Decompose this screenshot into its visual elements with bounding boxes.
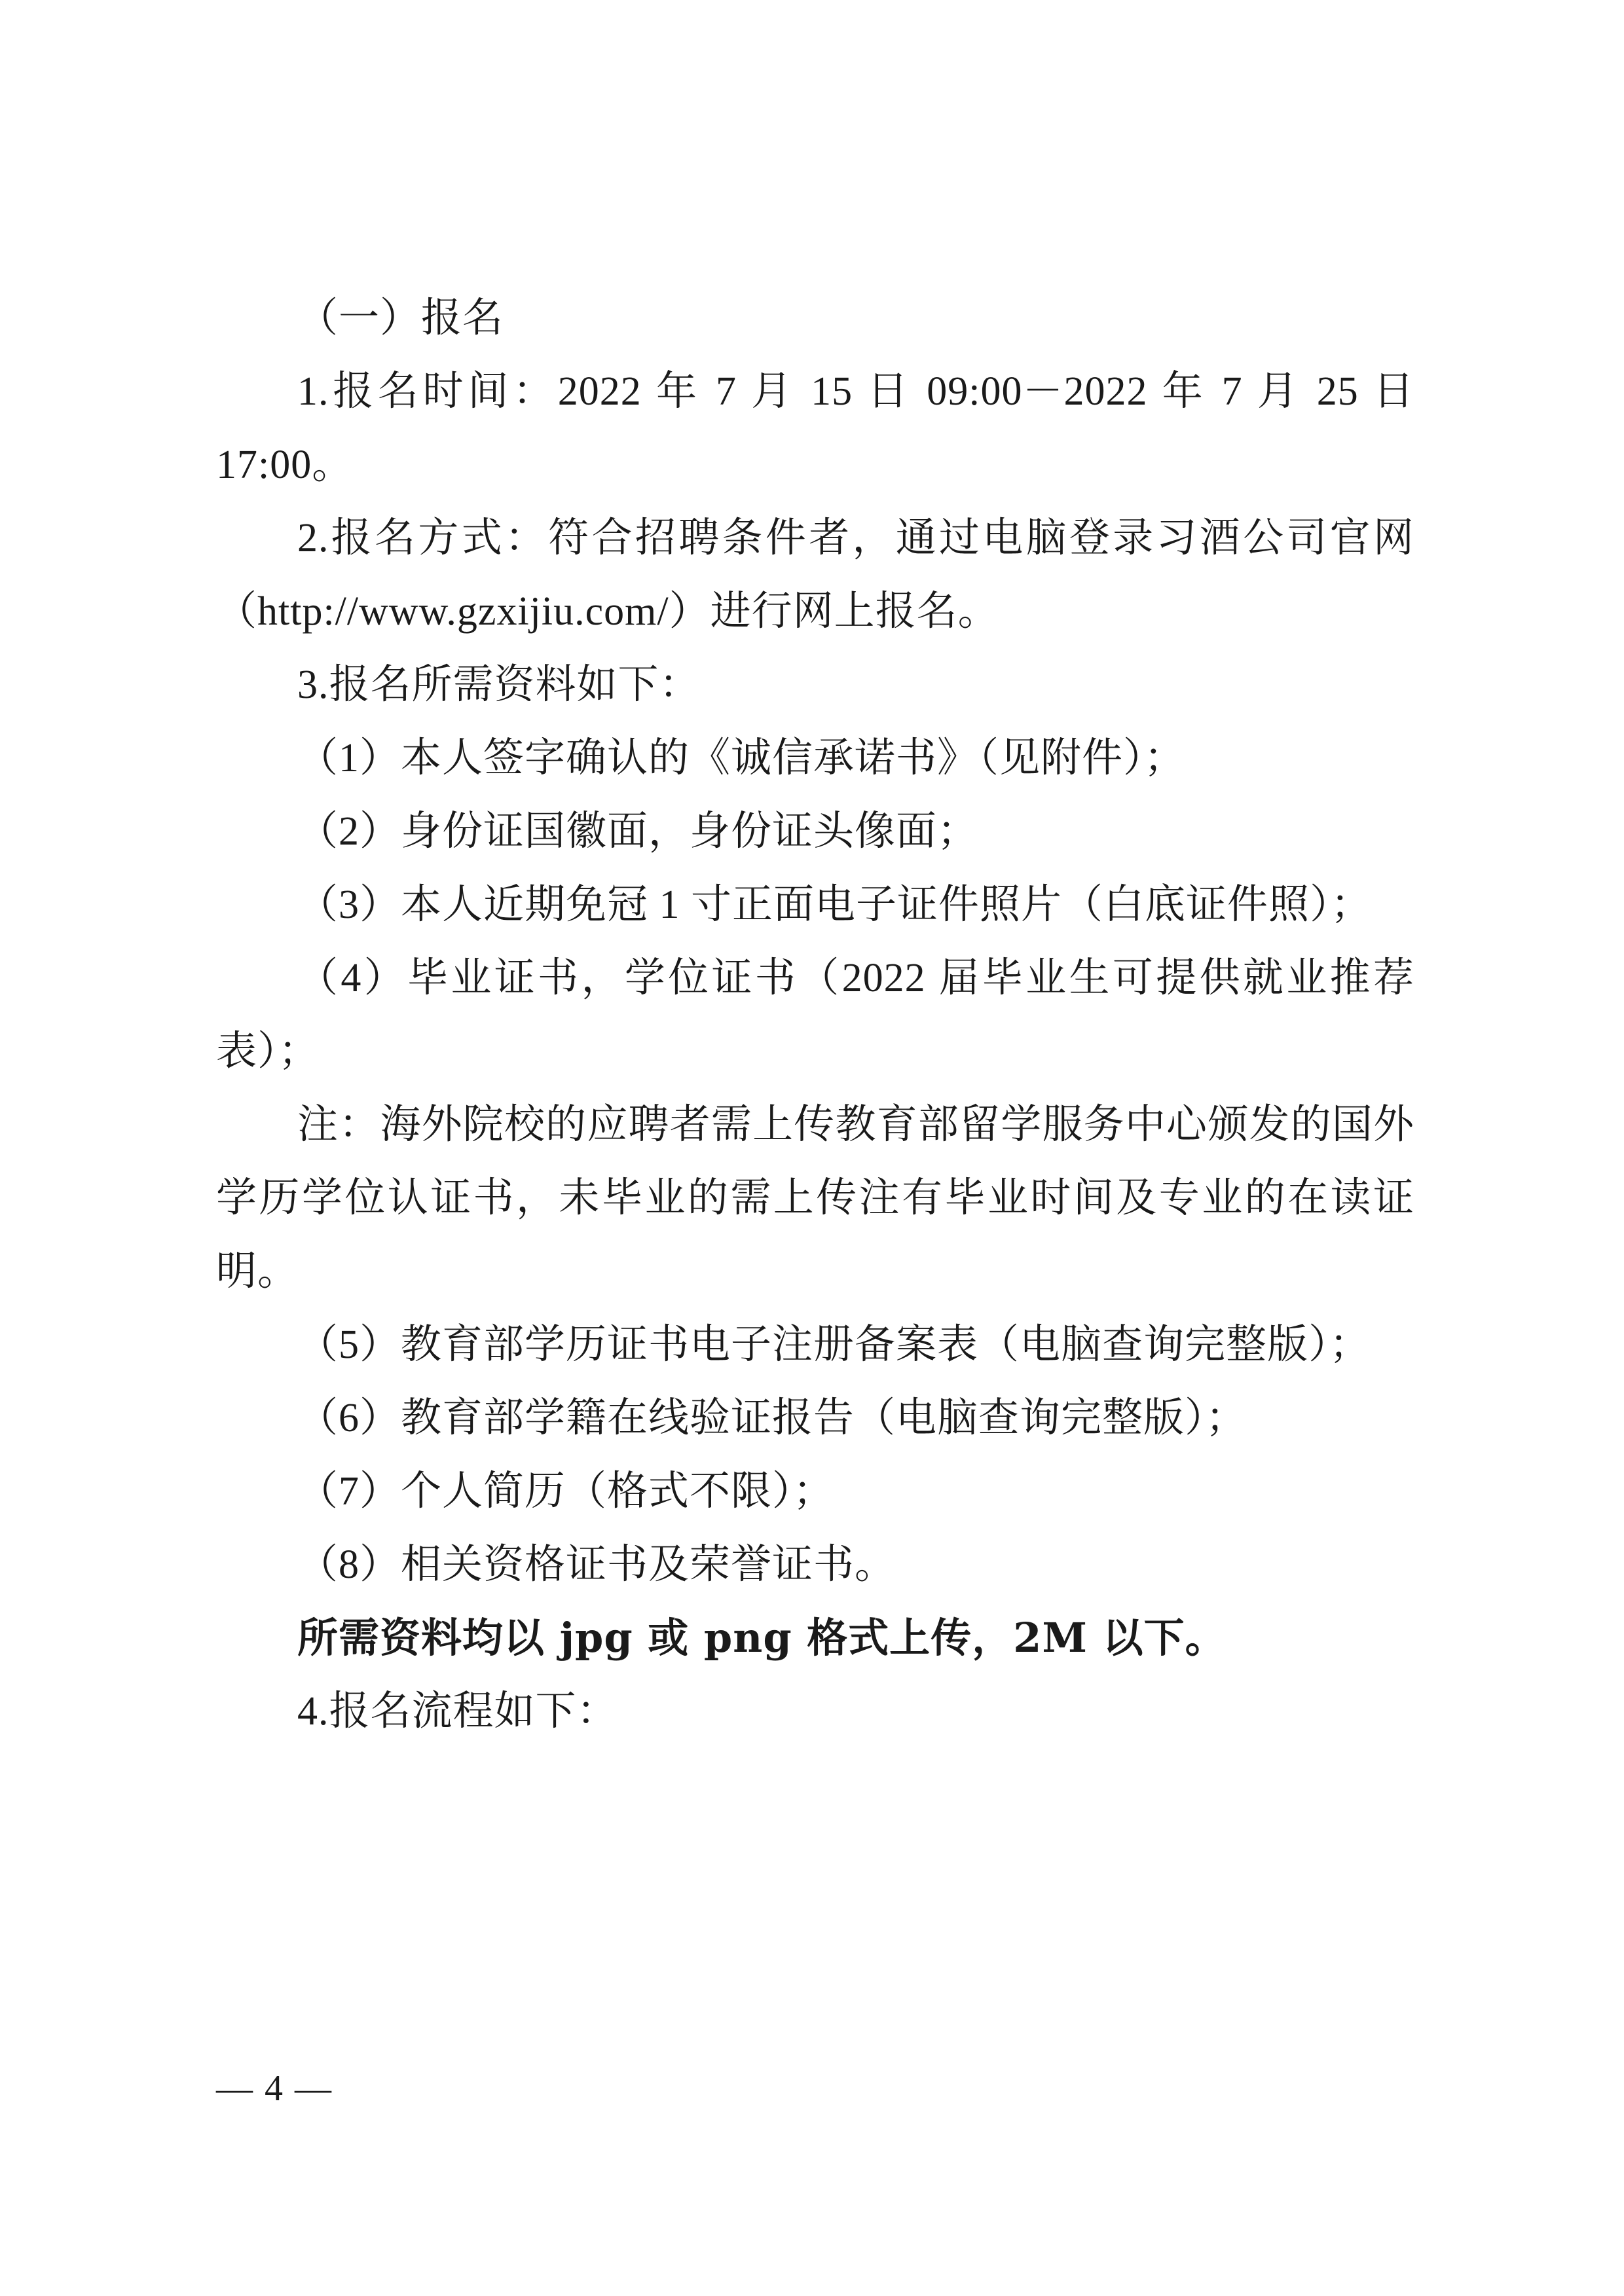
required-materials-heading: 3.报名所需资料如下： — [297, 663, 701, 707]
section-heading: （一）报名 — [297, 296, 504, 340]
overseas-note: 注：海外院校的应聘者需上传教育部留学服务中心颁发的国外学历学位认证书，未毕业的需上传注有毕业时间及专业的在读证明。 — [216, 1102, 1414, 1294]
material-item-1: （1）本人签字确认的《诚信承诺书》（见附件）； — [297, 736, 1186, 780]
registration-method-item: 2.报名方式：符合招聘条件者，通过电脑登录习酒公司官网（http://www.gzxijiu.com/）进行网上报名。 — [216, 516, 1414, 634]
document-body — [216, 282, 1426, 1748]
material-item-7: （7）个人简历（格式不限）； — [297, 1469, 835, 1514]
material-item-2: （2）身份证国徽面，身份证头像面； — [297, 809, 979, 854]
page-number: — 4 — — [216, 2068, 333, 2109]
registration-time-item: 1.报名时间：2022 年 7 月 15 日 09:00－2022 年 7 月 25 日 17:00。 — [216, 369, 1426, 487]
material-item-8: （8）相关资格证书及荣誉证书。 — [297, 1542, 896, 1587]
upload-format-requirement: 所需资料均以 jpg 或 png 格式上传，2M 以下。 — [297, 1614, 1227, 1662]
material-item-4: （4）毕业证书，学位证书（2022 届毕业生可提供就业推荐表）； — [216, 956, 1414, 1074]
registration-process-heading: 4.报名流程如下： — [297, 1689, 618, 1734]
material-item-3: （3）本人近期免冠 1 寸正面电子证件照片（白底证件照）； — [297, 883, 1373, 927]
material-item-6: （6）教育部学籍在线验证报告（电脑查询完整版）； — [297, 1396, 1247, 1440]
material-item-5: （5）教育部学历证书电子注册备案表（电脑查询完整版）； — [297, 1322, 1371, 1367]
